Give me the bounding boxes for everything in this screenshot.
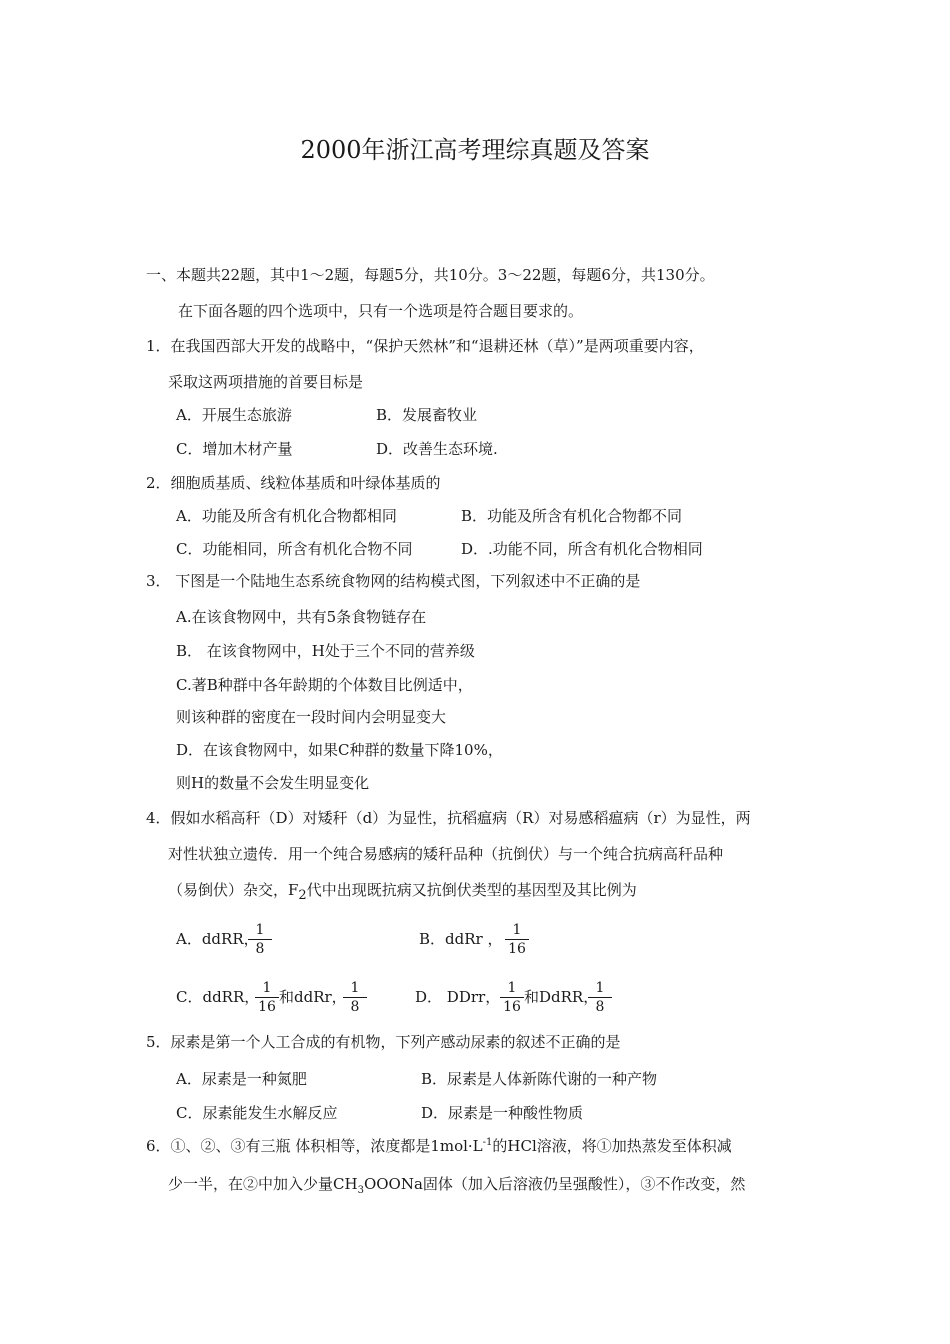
q4-stem-line-3: （易倒伏）杂交，$F_2$代中出现既抗病又抗倒伏类型的基因型及其比例为: [168, 881, 637, 903]
q6-stem-line-2: 少一半，在②中加入少量$CH_3OOONa$固体（加入后溶液仍呈强酸性），③不作改变，然: [168, 1175, 746, 1196]
q1-option-d: D．改善生态环境.: [376, 440, 498, 458]
q3-option-d-line-1: D．在该食物网中，如果C种群的数量下降10%，: [176, 741, 503, 759]
section-instruction-line-1: 一、本题共22题，其中1～2题，每题5分，共10分。3～22题，每题6分，共130分。: [146, 266, 715, 284]
q4-option-a-fraction: $\frac{1}{8}$: [248, 922, 272, 957]
q1-stem-line-1: 1．在我国西部大开发的战略中，“保护天然林”和“退耕还林（草）”是两项重要内容，: [146, 337, 704, 355]
q5-option-d: D．尿素是一种酸性物质: [421, 1104, 584, 1122]
q6-superscript: -1: [482, 1137, 493, 1148]
q4-option-d-fraction-2: $\frac{1}{8}$: [588, 980, 612, 1015]
q4-option-a-label: A．ddRR，: [176, 930, 259, 948]
q3-option-b: B． 在该食物网中，H处于三个不同的营养级: [176, 642, 475, 660]
section-instruction-line-2: 在下面各题的四个选项中，只有一个选项是符合题目要求的。: [178, 302, 584, 320]
q4-stem-line-2: 对性状独立遗传．用一个纯合易感病的矮秆品种（抗倒伏）与一个纯合抗病高秆品种: [168, 845, 724, 863]
q2-option-b: B．功能及所含有机化合物都不同: [461, 507, 683, 525]
q4-option-b-fraction: $\frac{1}{16}$: [505, 922, 529, 957]
q4-option-c-fraction-2: $\frac{1}{8}$: [343, 980, 367, 1015]
q2-option-c: C．功能相同，所含有机化合物不同: [176, 540, 413, 558]
q1-option-b: B．发展畜牧业: [376, 406, 478, 424]
q1-option-a: A．开展生态旅游: [176, 406, 292, 424]
q6-subscript: 3: [357, 1185, 364, 1196]
q2-option-d: D．.功能不同，所含有机化合物相同: [461, 540, 703, 558]
f2-subscript: 2: [298, 888, 307, 903]
q3-option-c-line-2: 则该种群的密度在一段时间内会明显变大: [176, 708, 447, 726]
q4-option-c-label: C．ddRR，: [176, 988, 260, 1006]
q2-option-a: A．功能及所含有机化合物都相同: [176, 507, 397, 525]
q5-stem: 5．尿素是第一个人工合成的有机物，下列产感动尿素的叙述不正确的是: [146, 1033, 621, 1051]
q4-option-d-label: D． DDrr，: [415, 988, 501, 1006]
q3-option-d-line-2: 则H的数量不会发生明显变化: [176, 774, 370, 792]
q2-stem: 2．细胞质基质、线粒体基质和叶绿体基质的: [146, 474, 441, 492]
q4-option-d-mid: 和DdRR，: [524, 988, 599, 1006]
q1-option-c: C．增加木材产量: [176, 440, 293, 458]
q3-option-a: A.在该食物网中，共有5条食物链存在: [176, 608, 427, 626]
q3-option-c-line-1: C.著B种群中各年龄期的个体数目比例适中，: [176, 676, 473, 694]
q4-option-c-fraction-1: $\frac{1}{16}$: [255, 980, 279, 1015]
q5-option-a: A．尿素是一种氮肥: [176, 1070, 307, 1088]
q4-stem-line-1: 4．假如水稻高秆（D）对矮秆（d）为显性，抗稻瘟病（R）对易感稻瘟病（r）为显性，两: [146, 809, 751, 827]
q5-option-b: B．尿素是人体新陈代谢的一种产物: [421, 1070, 658, 1088]
q6-stem-line-1: 6．①、②、③有三瓶 体积相等，浓度都是$1mol\cdot L^{-1}$的HCl溶液，将①加热蒸发至体积减: [146, 1137, 732, 1155]
page-title: 2000年浙江高考理综真题及答案: [300, 136, 650, 164]
q5-option-c: C．尿素能发生水解反应: [176, 1104, 338, 1122]
q1-stem-line-2: 采取这两项措施的首要目标是: [168, 373, 364, 391]
q4-option-b-label: B．ddRr ，: [419, 930, 503, 948]
q3-stem: 3． 下图是一个陆地生态系统食物网的结构模式图，下列叙述中不正确的是: [146, 572, 641, 590]
q4-option-c-mid: 和ddRr，: [279, 988, 347, 1006]
q4-option-d-fraction-1: $\frac{1}{16}$: [500, 980, 524, 1015]
